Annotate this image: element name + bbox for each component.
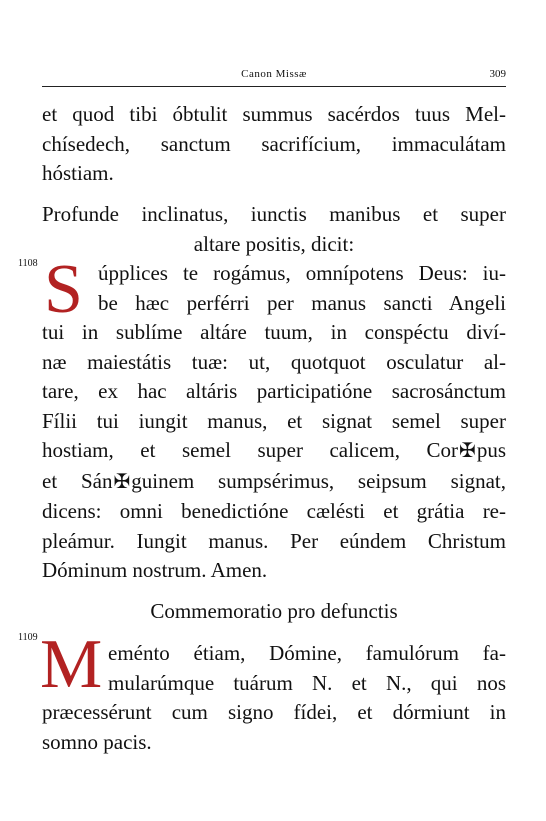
margin-number: 1109	[18, 632, 38, 643]
text-line: somno pacis.	[42, 729, 152, 754]
text-line: tui in sublíme altáre tuum, in conspéctu diví-	[42, 320, 506, 344]
drop-capital: S	[44, 251, 83, 328]
rubric-line: Profunde inclinatus, iunctis manibus et super	[42, 202, 506, 226]
text-line: eménto étiam, Dómine, famulórum fa-	[108, 641, 506, 665]
text-fragment: guinem sumpsérimus, seipsum signat,	[131, 468, 506, 493]
text-line: dicens: omni benedictióne cælésti et grátia re-	[42, 499, 506, 523]
text-line: næ maiestátis tuæ: ut, quotquot osculatur al-	[42, 349, 506, 374]
text-fragment: et Sán	[42, 468, 113, 493]
text-fragment: pus	[476, 438, 506, 462]
rubric-line: altare positis, dicit:	[193, 231, 355, 256]
text-line	[42, 467, 506, 498]
text-line: pleámur. Iungit manus. Per eúndem Christum	[42, 528, 506, 553]
running-header	[42, 66, 506, 87]
running-title: Canon Missæ	[241, 68, 307, 80]
text-line: præcessérunt cum signo fídei, et dórmiunt in	[42, 700, 506, 724]
text-line: mularúmque tuárum N. et N., qui nos	[108, 670, 506, 695]
text-line: Dóminum nostrum. Amen.	[42, 558, 268, 582]
text-line: et quod tibi óbtulit summus sacérdos tuus Mel-	[42, 102, 506, 126]
cross-icon: ✠	[113, 470, 131, 493]
drop-capital: M	[40, 626, 103, 703]
cross-icon: ✠	[459, 440, 476, 462]
text-line: Fílii tui iungit manus, et signat semel super	[42, 408, 506, 433]
text-line: hóstiam.	[42, 161, 114, 185]
text-line: úpplices te rogámus, omnípotens Deus: iu-	[98, 261, 506, 285]
prayer-paragraph	[42, 639, 506, 757]
page-number: 309	[489, 68, 506, 80]
text-line	[42, 436, 506, 467]
prayer-paragraph	[42, 259, 506, 586]
paragraph-continuation	[42, 100, 506, 189]
section-heading: Commemoratio pro defunctis	[150, 599, 398, 623]
margin-number: 1108	[18, 258, 38, 269]
text-line: tare, ex hac altáris participatióne sacrosánctum	[42, 379, 506, 403]
text-line: chísedech, sanctum sacrifícium, immaculátam	[42, 131, 506, 156]
rubric	[42, 200, 506, 259]
text-fragment: Cor	[426, 438, 459, 462]
text-fragment: hostiam, et semel super calicem,	[42, 438, 401, 462]
text-line: be hæc perférri per manus sancti Angeli	[98, 290, 506, 315]
